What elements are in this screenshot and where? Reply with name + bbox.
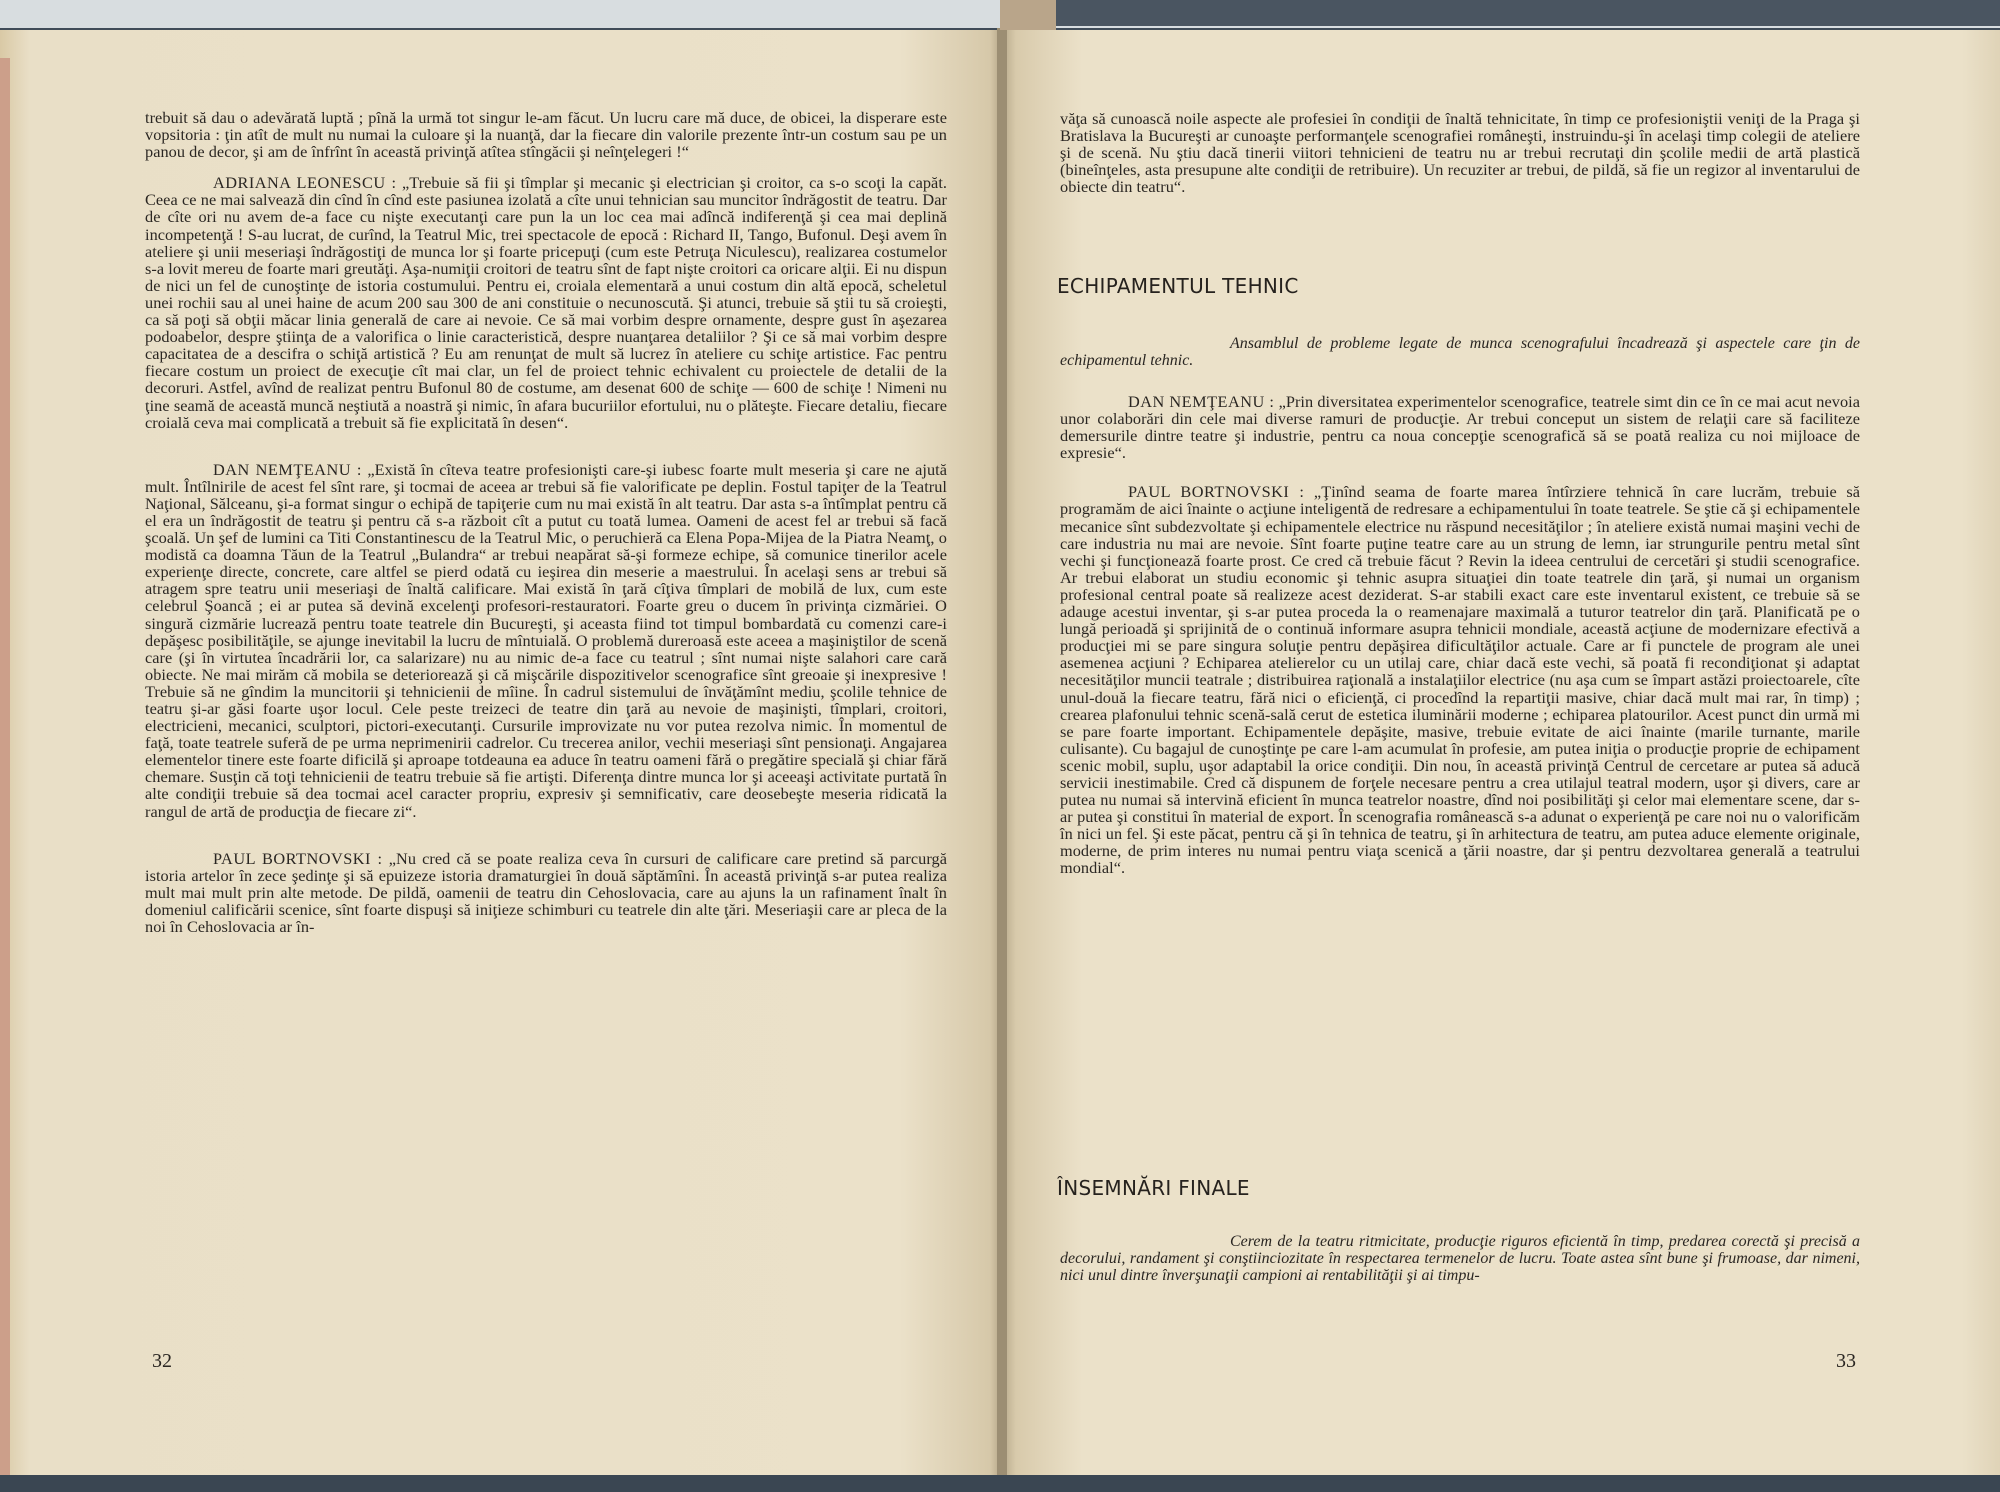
section-heading-insemnari: ÎNSEMNĂRI FINALE xyxy=(1057,1176,1250,1200)
page-number-right: 33 xyxy=(1836,1350,1856,1372)
left-page-text xyxy=(145,109,947,935)
paragraph-text: „Există în cîteva teatre profesionişti care-şi iubesc foarte mult meseria şi care ne ajută mult. Întîlnirile de acest fel sînt rare, şi tocmai de aceea ar trebui să fie valorificate pe deplin. Fostul tapiţer de la Teatrul Naţional, Sălceanu, şi-a format singur o echipă de tapiţerie cum nu mai există în alt teatru. Dar asta s-a întîmplat pentru că el era un îndrăgostit de teatru şi pentru că s-a războit cît a putut cu toată lumea. Oameni de acest fel ar trebui să facă şcoală. Un şef de lumini ca Titi Constantinescu de la Teatrul Mic, o peruchieră ca Elena Popa-Mijea de la Piatra Neamţ, o modistă ca doamna Tăun de la Teatrul „Bulandra“ ar trebui neapărat să-şi formeze echipe, să comunice tinerilor acele experienţe directe, concrete, care altfel se pierd odată cu ieşirea din meserie a maestrului. În acelaşi sens ar trebui să atragem spre teatru unii meseriaşi de înaltă calificare. Mai există în ţară cîţiva tîmplari de mobilă de lux, cum este celebrul Şoancă ; ei ar putea să devină excelenţi profesori-restauratori. Foarte greu o ducem în privinţa cizmăriei. O singură cizmărie lucrează pentru toate teatrele din Bucureşti, şi aceasta fiind tot timpul bombardată cu comenzi care-i depăşesc posibilităţile, se ajunge inevitabil la lucru de mîntuială. O problemă dureroasă este aceea a maşiniştilor de scenă care (şi în virtutea încadrării lor, ca salarizare) nu au nimic de-a face cu teatrul ; sînt numai nişte salahori care cară obiecte. Ne mai mirăm că mobila se deteriorează şi că mişcările dispozitivelor scenografice sînt greoaie şi inexpresive ! Trebuie să ne gîndim la muncitorii şi tehnicienii de mîine. În cadrul sistemului de învăţămînt mediu, şcolile tehnice de teatru şi-ar găsi foarte uşor locul. Cele peste treizeci de teatre din ţară au nevoie de maşinişti, tîmplari, croitori, electricieni, mecanici, sculptori, pictori-executanţi. Cursurile improvizate nu vor putea rezolva nimic. În momentul de faţă, toate teatrele suferă de pe urma neprimenirii cadrelor. Cu trecerea anilor, vechii meseriaşi sînt pensionaţi. Angajarea elementelor tinere este foarte dificilă şi aproape totdeauna ea aduce în teatru oameni fără o pregătire specială şi chiar fără chemare. Susţin că toţi tehnicienii de teatru trebuie să fie artişti. Diferenţa dintre munca lor şi aceeaşi activitate purtată în alte condiţii trebuie să dea tocmai acel caracter propriu, expresiv şi semnificativ, care deosebeşte meseria ridicată la rangul de artă de producţia de fiecare zi“. xyxy=(145,459,948,821)
section-heading-echipament: ECHIPAMENTUL TEHNIC xyxy=(1057,274,1299,298)
section1-text xyxy=(1060,393,1860,877)
speaker-name: ADRIANA LEONESCU : xyxy=(213,173,397,193)
page-edge-strip xyxy=(0,58,10,1475)
book-gutter xyxy=(997,28,1007,1475)
spine-ribbon xyxy=(1000,0,1056,30)
paragraph xyxy=(1060,483,1860,876)
paragraph-text: „Trebuie să fii şi tîmplar şi mecanic şi electrician şi croitor, ca s-o scoţi la capăt. Ceea ce ne mai salvează din cînd în cînd este pasiunea izolată a cîte unui tehnician sau muncitor îndrăgostit de teatru. Dar de cîte ori nu avem de-a face cu nişte executanţi care pun la un loc cea mai adîncă indiferenţă şi cea mai deplină incompetenţă ! S-au lucrat, de curînd, la Teatrul Mic, trei spectacole de epocă : Richard II, Tango, Bufonul. Deşi avem în ateliere şi unii meseriaşi îndrăgostiţi de munca lor şi foarte pricepuţi (cum este Petruţa Niculescu), realizarea costumelor s-a lovit mereu de foarte mari greutăţi. Aşa-numiţii croitori de teatru sînt de fapt nişte croitori ca oricare alţii. Ei nu dispun de nici un fel de cunoştinţe de istoria costumului. Pentru ei, croiala elementară a unui costum din altă epocă, scheletul unei rochii sau al unei haine de acum 200 sau 300 de ani constituie o necunoscută. Şi atunci, trebuie să ştii tu să croieşti, ca să poţi să obţii măcar linia generală de care ai nevoie. Ce să mai vorbim despre ornamente, despre gust în aşezarea podoabelor, despre ştiinţa de a valorifica o linie caracteristică, despre nuanţarea detaliilor ? Şi ce să mai vorbim despre capacitatea de a descifra o schiţă artistică ? Eu am renunţat de mult să lucrez în ateliere cu schiţe artistice. Fac pentru fiecare costum un proiect de execuţie cît mai clar, un fel de proiect tehnic echivalent cu proiectele de detalii de la decoruri. Astfel, avînd de realizat pentru Bufonul 80 de costume, am desenat 600 de schiţe — 600 de schiţe ! Nimeni nu ţine seamă de această muncă neştiută a noastră şi nimic, în afara bucuriilor efortului, nu o plăteşte. Fiecare detaliu, fiecare croială ceva mai complicată a trebuit să fie explicitată în desen“. xyxy=(145,173,948,432)
paragraph-text: „Nu cred că se poate realiza ceva în cursuri de calificare care pretind să parcurgă istoria artelor în zece şedinţe şi să epuizeze istoria dramaturgiei în două săptămîni. În această privinţă s-ar putea realiza mult mai mult prin alte metode. De pildă, oamenii de teatru din Cehoslovacia, care au ajuns la un rafinament înalt în domeniul calificării scenice, sînt foarte dispuşi să iniţieze schimburi cu teatrele din alte ţări. Meseriaşii care ar pleca de la noi în Cehoslovacia ar în- xyxy=(145,848,947,937)
paragraph xyxy=(145,174,947,430)
paragraph-text: trebuit să dau o adevărată luptă ; pînă la urmă tot singur le-am făcut. Un lucru care mă duce, de obicei, la disperare este vopsitoria : ţin atît de mult nu numai la culoare şi la nuanţă, dar la fiecare din valorile prezente într-un costum sau pe un panou de decor, şi am de înfrînt în această privinţă atîtea stîngăcii şi neînţelegeri !“ xyxy=(145,108,947,162)
paragraph xyxy=(1060,393,1860,461)
speaker-name: PAUL BORTNOVSKI : xyxy=(1128,482,1305,502)
section-intro: Ansamblul de probleme legate de munca scenografului încadrează şi aspectele care ţin de echipamentul tehnic. xyxy=(1060,335,1860,369)
paragraph xyxy=(1060,110,1860,195)
paragraph xyxy=(145,461,947,820)
speaker-name: PAUL BORTNOVSKI : xyxy=(213,848,383,868)
right-page-opening xyxy=(1060,110,1860,195)
speaker-name: DAN NEMŢEANU : xyxy=(213,459,362,479)
paragraph-text: „Prin diversitatea experimentelor scenografice, teatrele simt din ce în ce mai acut nevoia unor colaborări din cele mai diverse ramuri de producţie. Ar trebui conceput un sistem de relaţii care să faciliteze demersurile dintre teatre şi industrie, pentru ca noua concepţie scenografică să se poată realiza cu noi mijloace de expresie“. xyxy=(1060,392,1861,463)
paragraph xyxy=(145,109,947,160)
speaker-name: DAN NEMŢEANU : xyxy=(1128,392,1275,411)
paragraph-text: văţa să cunoască noile aspecte ale profesiei în condiţii de înaltă tehnicitate, în timp ce profesioniştii veniţi de la Praga şi Bratislava la Bucureşti ar cunoaşte performanţele scenografiei româneşti, instruindu-şi în acelaşi timp colegii de ateliere şi de scenă. Nu ştiu dacă tinerii viitori tehnicieni de teatru nu ar trebui recrutaţi din şcolile medii de artă plastică (bineînţeles, asta presupune alte condiţii de retribuire). Un recuziter ar trebui, de pildă, să fie un regizor al inventarului de obiecte din teatru“. xyxy=(1060,109,1860,197)
paragraph xyxy=(145,850,947,935)
section-intro: Cerem de la teatru ritmicitate, producţie riguros eficientă în timp, predarea corectă şi precisă a decorului, randament şi conştiinciozitate în respectarea termenelor de lucru. Toate astea sînt bune şi frumoase, dar nimeni, nici unul dintre înverşunaţii campioni ai rentabilităţii şi ai timpu- xyxy=(1060,1233,1860,1284)
book-cover-edge xyxy=(1056,0,2000,26)
page-number-left: 32 xyxy=(152,1350,172,1372)
paragraph-text: „Ţinînd seama de foarte marea întîrziere tehnică în care lucrăm, trebuie să programăm de aici înainte o acţiune inteligentă de redresare a echipamentului în toate teatrele. Se ştie că şi echipamentele mecanice sînt subdezvoltate şi echipamentele electrice nu răspund necesităţilor ; în ateliere există numai maşini vechi de care industria nu mai are nevoie. Sînt foarte puţine teatre care au un strung de lemn, iar strungurile pentru metal sînt vechi şi funcţionează foarte prost. Ce cred că trebuie făcut ? Revin la ideea centrului de cercetări şi studii scenografice. Ar trebui elaborat un studiu economic şi tehnic asupra situaţiei din toate teatrele din ţară, şi numai un organism profesional central poate să realizeze acest deziderat. S-ar stabili exact care este inventarul existent, ce trebuie să se adauge acestui inventar, şi s-ar putea proceda la o reamenajare maximală a tuturor teatrelor din ţară. Planificată pe o lungă perioadă şi sprijinită de o continuă informare asupra tehnicii mondiale, această acţiune de modernizare efectivă a producţiei mi se pare singura soluţie pentru depăşirea dificultăţilor actuale. Care ar fi punctele de program ale unei asemenea acţiuni ? Echiparea atelierelor cu un utilaj care, chiar dacă este vechi, să poată fi recondiţionat şi adaptat necesităţilor muncii teatrale ; distribuirea raţională a instalaţiilor electrice (nu aşa cum se împart astăzi proiectoarele, cîte unul-două la fiecare teatru, fără nici o eficienţă, ci procedînd la repartiţii masive, chiar dacă mult mai rar, în timp) ; crearea plafonului tehnic scenă-sală cerut de estetica iluminării moderne ; echiparea platourilor. Acest punct din urmă mi se pare foarte important. Echipamentele depăşite, masive, trebuie evitate de aici înainte (marile turnante, marile culisante). Cu bagajul de cunoştinţe pe care l-am acumulat în profesie, am putea iniţia o producţie proprie de echipament scenic mobil, suplu, uşor adaptabil la orice condiţii. Din nou, în această privinţă Centrul de cercetare ar putea să aducă servicii inestimabile. Cred că dispunem de forţele necesare pentru a crea utilajul teatral modern, uşor şi divers, care ar putea nu numai să intervină eficient în munca teatrelor noastre, dînd noi posibilităţi şi celor mai elementare scene, dar s-ar putea şi constitui în material de export. În scenografia românească s-a adunat o experienţă pe care noi nu o valorificăm în nici un fel. Şi este păcat, pentru că şi în tehnica de teatru, şi în arhitectura de teatru, am putea aduce elemente originale, moderne, de prim interes nu numai pentru viaţa scenică a ţării noastre, dar şi pentru dezvoltarea generală a teatrului mondial“. xyxy=(1060,482,1860,878)
bottom-background xyxy=(0,1472,2000,1492)
